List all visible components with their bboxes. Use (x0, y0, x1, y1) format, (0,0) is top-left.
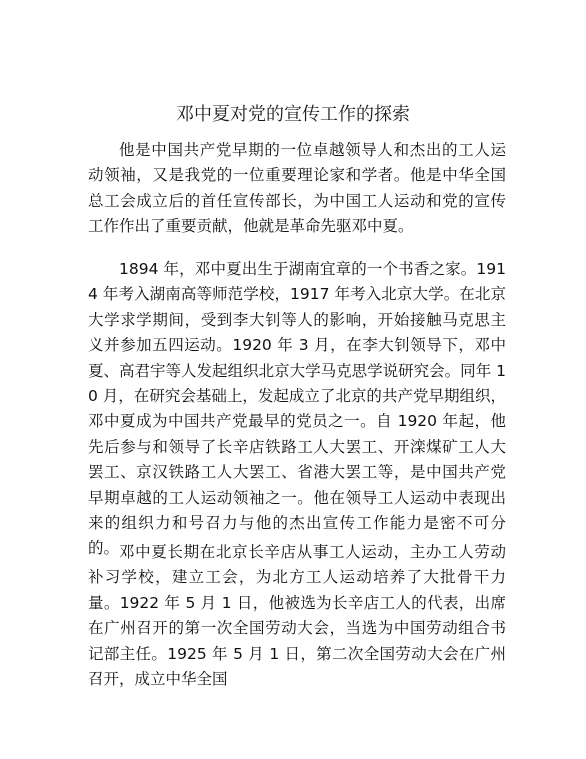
paragraph-labor-movement: 邓中夏长期在北京长辛店从事工人运动，主办工人劳动补习学校，建立工会，为北方工人运动培养了大批骨干力量。1922 年 5 月 1 日，他被选为长辛店工人的代表，出席在广州召开的第一次全国劳动大会，当选为中国劳动组合书记部主任。1925 年 5 月 1 日，第二次全国劳动大会在广州召开，成立中华全国 (88, 543, 506, 689)
document-title: 邓中夏对党的宣传工作的探索 (176, 104, 410, 125)
paragraph-intro: 他是中国共产党早期的一位卓越领导人和杰出的工人运动领袖，又是我党的一位重要理论家和学者。他是中华全国总工会成立后的首任宣传部长，为中国工人运动和党的宣传工作作出了重要贡献，他就是革命先驱邓中夏。 (88, 141, 506, 236)
paragraph-early-life: 1894 年，邓中夏出生于湖南宜章的一个书香之家。1914 年考入湖南高等师范学校，1917 年考入北京大学。在北京大学求学期间，受到李大钊等人的影响，开始接触马克思主义并参加五四运动。1920 年 3 月，在李大钊领导下，邓中夏、高君宇等人发起组织北京大学马克思学说研究会。同年 10 月，在研究会基础上，发起成立了北京的共产党早期组织，邓中夏成为中国共产党最早的党员之一。自 1920 年起，他先后参与和领导了长辛店铁路工人大罢工、开滦煤矿工人大罢工、京汉铁路工人大罢工、省港大罢工等，是中国共产党早期卓越的工人运动领袖之一。他在领导工人运动中表现出来的组织力和号召力与他的杰出宣传工作能力是密不可分的。 (88, 260, 506, 558)
